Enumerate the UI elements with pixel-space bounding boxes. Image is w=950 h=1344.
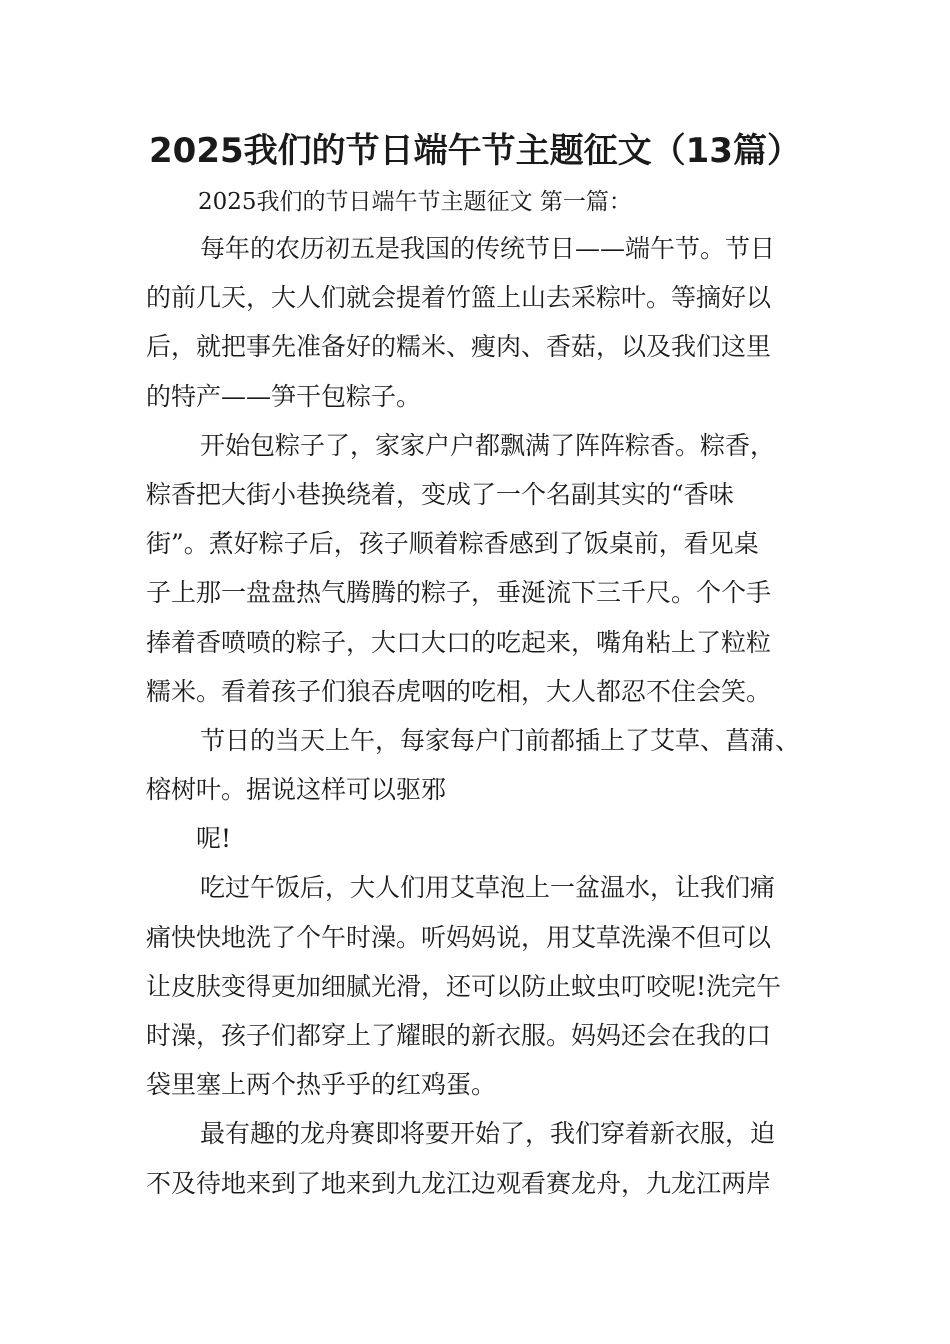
paragraph-line: 的前几天，大人们就会提着竹篮上山去采粽叶。等摘好以 [146, 283, 772, 313]
paragraph-line: 后，就把事先准备好的糯米、瘦肉、香菇，以及我们这里 [146, 332, 772, 362]
paragraph-line: 最有趣的龙舟赛即将要开始了，我们穿着新衣服，迫 [200, 1119, 776, 1149]
paragraph-line: 不及待地来到了地来到九龙江边观看赛龙舟，九龙江两岸 [146, 1168, 772, 1198]
paragraph-line: 开始包粽子了，家家户户都飘满了阵阵粽香。粽香， [200, 430, 776, 460]
paragraph-line: 捧着香喷喷的粽子，大口大口的吃起来，嘴角粘上了粒粒 [146, 627, 772, 657]
paragraph-line: 呢! [196, 824, 232, 854]
paragraph-line: 糯米。看着孩子们狼吞虎咽的吃相，大人都忍不住会笑。 [146, 676, 772, 706]
paragraph-line: 时澡，孩子们都穿上了耀眼的新衣服。妈妈还会在我的口 [146, 1021, 772, 1050]
paragraph-line: 吃过午饭后，大人们用艾草泡上一盆温水，让我们痛 [200, 873, 776, 903]
paragraph-line: 节日的当天上午，每家每户门前都插上了艾草、菖蒲、 [200, 725, 801, 755]
paragraph-line: 痛快快地洗了个午时澡。听妈妈说，用艾草洗澡不但可以 [146, 922, 772, 952]
paragraph-line: 每年的农历初五是我国的传统节日——端午节。节日 [200, 234, 776, 263]
paragraph-line: 子上那一盘盘热气腾腾的粽子，垂涎流下三千尺。个个手 [146, 578, 772, 608]
document-body [146, 180, 810, 1208]
paragraph-line: 粽香把大街小巷换绕着，变成了一个名副其实的“香味 [146, 479, 734, 509]
document-title: 2025我们的节日端午节主题征文（13篇） [149, 131, 801, 171]
paragraph-line: 的特产——笋干包粽子。 [146, 381, 422, 411]
paragraph-line: 榕树叶。据说这样可以驱邪 [146, 775, 447, 805]
section-heading: 2025我们的节日端午节主题征文 第一篇： [198, 189, 632, 215]
paragraph-line: 让皮肤变得更加细腻光滑，还可以防止蚊虫叮咬呢!洗完午 [146, 971, 782, 1001]
paragraph-line: 袋里塞上两个热乎乎的红鸡蛋。 [146, 1070, 497, 1100]
paragraph-line: 街”。煮好粽子后，孩子顺着粽香感到了饭桌前，看见桌 [146, 529, 759, 559]
